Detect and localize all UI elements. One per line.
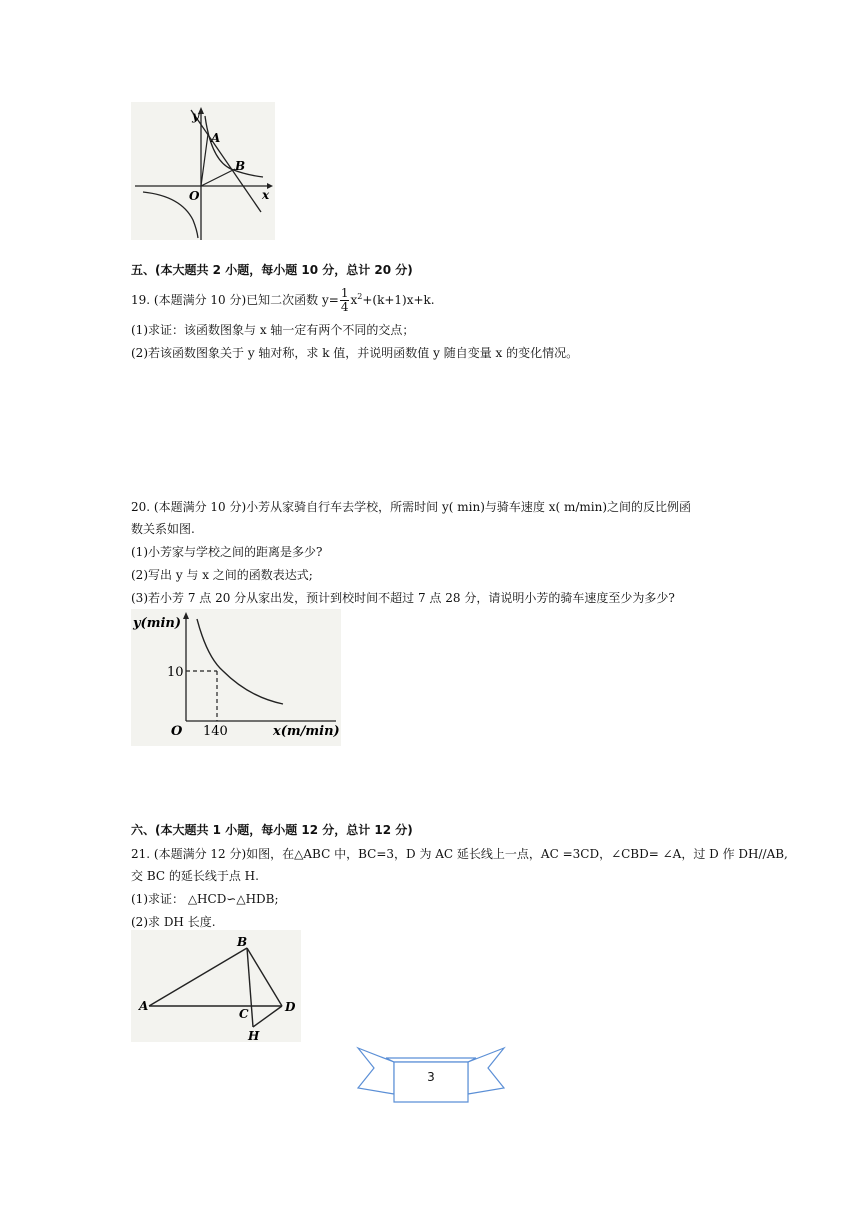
- x-axis-label: x: [262, 188, 270, 202]
- exponent: 2: [357, 292, 363, 301]
- variable-x: x: [350, 293, 358, 307]
- x-tick-label: 140: [203, 724, 228, 739]
- hyperbola-graph: [131, 102, 275, 240]
- question-20-line-1: 20. (本题满分 10 分)小芳从家骑自行车去学校，所需时间 y( min)与骑车速度 x( m/min)之间的反比例函: [131, 500, 692, 514]
- question-21-part-2: (2)求 DH 长度.: [131, 915, 216, 929]
- question-21-part-1: (1)求证： △HCD∽△HDB;: [131, 892, 279, 906]
- point-b-label: B: [237, 935, 248, 949]
- point-h-label: H: [248, 1029, 260, 1042]
- fraction-denominator: 4: [340, 300, 349, 314]
- speed-time-graph: [131, 609, 341, 746]
- point-c-label: C: [239, 1007, 249, 1021]
- origin-label: O: [171, 724, 183, 739]
- speed-time-figure: [131, 609, 341, 746]
- fraction-one-quarter: [340, 287, 350, 314]
- origin-label: O: [189, 189, 200, 203]
- question-19-part-1: (1)求证：该函数图象与 x 轴一定有两个不同的交点；: [131, 323, 415, 337]
- x-axis-label: x(m/min): [273, 724, 340, 739]
- point-d-label: D: [285, 1000, 296, 1014]
- question-19-suffix: +(k+1)x+k.: [362, 293, 435, 307]
- page-number: 3: [427, 1070, 435, 1084]
- point-a-label: A: [139, 999, 149, 1013]
- y-axis-label: y(min): [133, 616, 182, 631]
- question-20-part-3: (3)若小芳 7 点 20 分从家出发，预计到校时间不超过 7 点 28 分，请说明小芳的骑车速度至少为多少?: [131, 591, 675, 605]
- question-20-line-2: 数关系如图.: [131, 522, 195, 536]
- y-tick-label: 10: [167, 665, 184, 680]
- fraction-numerator: 1: [340, 286, 349, 300]
- y-axis-label: y: [192, 109, 199, 123]
- page-number-ribbon: [356, 1044, 506, 1104]
- question-19-part-2: (2)若该函数图象关于 y 轴对称，求 k 值，并说明函数值 y 随自变量 x 的变化情况。: [131, 346, 579, 360]
- point-b-label: B: [235, 159, 246, 173]
- section-five-heading: 五、(本大题共 2 小题，每小题 10 分，总计 20 分): [131, 263, 413, 277]
- question-20-part-2: (2)写出 y 与 x 之间的函数表达式;: [131, 568, 313, 582]
- triangle-figure: [131, 930, 301, 1042]
- question-21-line-1: 21. (本题满分 12 分)如图，在△ABC 中，BC=3，D 为 AC 延长线上一点，AC =3CD，∠CBD= ∠A，过 D 作 DH//AB,: [131, 847, 788, 861]
- question-19-stem: [131, 281, 435, 316]
- question-21-line-2: 交 BC 的延长线于点 H.: [131, 869, 259, 883]
- question-20-part-1: (1)小芳家与学校之间的距离是多少?: [131, 545, 323, 559]
- hyperbola-figure: [131, 102, 275, 240]
- point-a-label: A: [211, 131, 221, 145]
- triangle-diagram: [131, 930, 301, 1042]
- section-six-heading: 六、(本大题共 1 小题，每小题 12 分，总计 12 分): [131, 823, 413, 837]
- question-19-prefix: 19. (本题满分 10 分)已知二次函数 y=: [131, 293, 339, 307]
